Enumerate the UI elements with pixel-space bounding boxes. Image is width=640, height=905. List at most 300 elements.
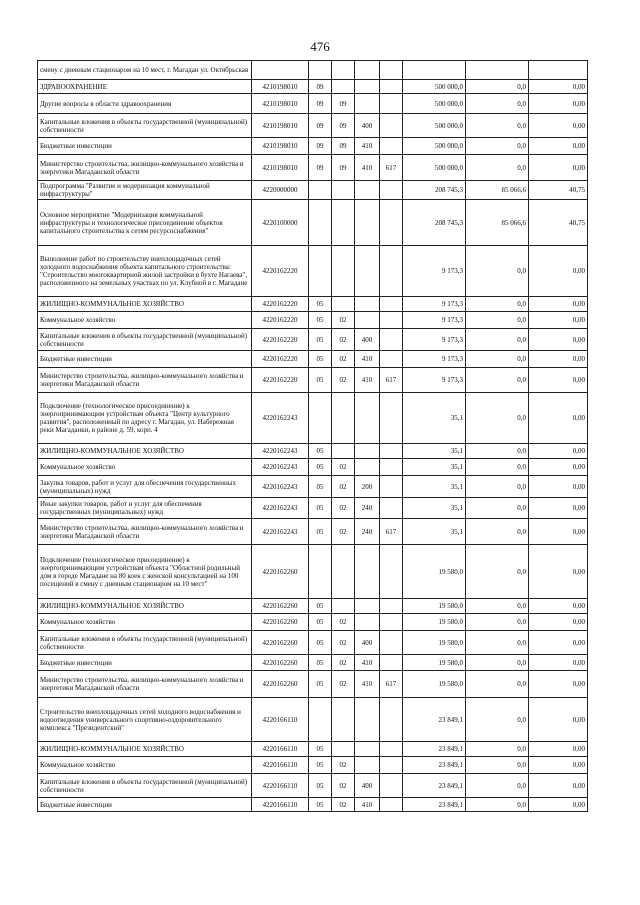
row-expense-type [355,459,380,476]
row-grbs-code [380,698,403,742]
row-grbs-code [380,80,403,94]
row-expense-type: 410 [355,155,380,181]
row-percent: 0,00 [529,614,588,631]
row-name: Коммунальное хозяйство [38,614,252,631]
row-section [309,200,332,246]
row-expense-type [355,393,380,444]
row-subsection: 02 [332,476,355,498]
row-csr-code: 4210198010 [252,138,309,155]
row-subsection [332,61,355,80]
row-plan-amount: 23 849,1 [403,798,466,812]
row-section: 05 [309,742,332,757]
row-plan-amount: 19 580,0 [403,545,466,599]
table-row [38,368,588,393]
row-csr-code: 4210198010 [252,114,309,138]
row-executed-amount: 0,0 [466,114,529,138]
row-plan-amount: 9 173,3 [403,297,466,312]
row-grbs-code: 617 [380,519,403,545]
table-row [38,614,588,631]
row-subsection [332,246,355,297]
row-name: Подключение (технологическое присоединение) к энергопринимающим устройствам объекта "Центр культурного развития", расположенный по адресу г. Магадан, ул. Набережная реки Магаданки, в районе д. 59, корп. 4 [38,393,252,444]
row-name: Выполнение работ по строительству внеплощадочных сетей холодного водоснабжения объекта капитального строительства: "Строительство многоквартирной жилой застройки в бухте Нагаева", расположенного на земельных участках по ул. Клубной в г. Магадане [38,246,252,297]
row-subsection: 02 [332,351,355,368]
row-percent: 0,00 [529,655,588,671]
table-row [38,94,588,114]
row-csr-code: 4220000000 [252,181,309,200]
row-grbs-code [380,498,403,519]
row-subsection: 02 [332,614,355,631]
row-plan-amount: 500 000,0 [403,155,466,181]
row-plan-amount: 9 173,3 [403,246,466,297]
row-grbs-code [380,476,403,498]
row-expense-type: 400 [355,774,380,798]
row-subsection [332,698,355,742]
table-row [38,393,588,444]
row-subsection [332,181,355,200]
row-expense-type: 400 [355,631,380,655]
row-subsection: 02 [332,312,355,329]
row-section [309,246,332,297]
row-subsection [332,599,355,614]
row-plan-amount: 19 580,0 [403,614,466,631]
row-name: Бюджетные инвестиции [38,798,252,812]
row-expense-type [355,444,380,459]
row-plan-amount: 19 580,0 [403,655,466,671]
row-percent: 0,00 [529,368,588,393]
row-percent: 0,00 [529,80,588,94]
row-name: Коммунальное хозяйство [38,757,252,774]
row-csr-code: 4220162243 [252,498,309,519]
row-csr-code: 4220162243 [252,476,309,498]
row-name: Министерство строительства, жилищно-коммунального хозяйства и энергетики Магаданской области [38,368,252,393]
row-expense-type [355,246,380,297]
row-executed-amount: 0,0 [466,246,529,297]
row-grbs-code [380,246,403,297]
row-subsection: 02 [332,655,355,671]
row-executed-amount: 0,0 [466,80,529,94]
row-csr-code: 4220162220 [252,312,309,329]
row-grbs-code [380,798,403,812]
row-plan-amount: 208 745,3 [403,200,466,246]
row-expense-type: 400 [355,114,380,138]
row-subsection [332,200,355,246]
row-csr-code: 4210198010 [252,94,309,114]
row-executed-amount: 0,0 [466,655,529,671]
row-name: Бюджетные инвестиции [38,138,252,155]
row-executed-amount: 0,0 [466,774,529,798]
row-plan-amount: 23 849,1 [403,742,466,757]
row-section [309,545,332,599]
row-csr-code: 4220162220 [252,329,309,351]
row-plan-amount: 35,1 [403,459,466,476]
row-expense-type [355,757,380,774]
row-section: 05 [309,757,332,774]
row-section [309,393,332,444]
table-row [38,757,588,774]
table-row [38,655,588,671]
row-csr-code: 4220162260 [252,631,309,655]
row-subsection [332,742,355,757]
row-executed-amount: 0,0 [466,476,529,498]
table-row [38,742,588,757]
row-executed-amount: 0,0 [466,614,529,631]
row-subsection: 02 [332,329,355,351]
row-executed-amount: 0,0 [466,94,529,114]
row-grbs-code [380,138,403,155]
row-plan-amount: 23 849,1 [403,698,466,742]
row-percent: 0,00 [529,459,588,476]
row-plan-amount: 500 000,0 [403,138,466,155]
row-subsection [332,297,355,312]
row-name: Капитальные вложения в объекты государственной (муниципальной) собственности [38,329,252,351]
row-expense-type: 410 [355,351,380,368]
row-plan-amount: 35,1 [403,393,466,444]
table-row [38,312,588,329]
row-plan-amount: 35,1 [403,498,466,519]
row-expense-type [355,698,380,742]
row-name: Министерство строительства, жилищно-коммунального хозяйства и энергетики Магаданской области [38,519,252,545]
row-name: ЖИЛИЩНО-КОММУНАЛЬНОЕ ХОЗЯЙСТВО [38,444,252,459]
row-executed-amount: 0,0 [466,519,529,545]
row-plan-amount: 23 849,1 [403,757,466,774]
row-percent: 0,00 [529,114,588,138]
row-grbs-code [380,297,403,312]
row-executed-amount: 0,0 [466,297,529,312]
row-grbs-code: 617 [380,155,403,181]
row-plan-amount: 35,1 [403,476,466,498]
row-percent: 0,00 [529,599,588,614]
row-name: Коммунальное хозяйство [38,312,252,329]
row-section: 05 [309,519,332,545]
table-row [38,246,588,297]
row-section: 05 [309,774,332,798]
row-subsection: 02 [332,631,355,655]
row-csr-code: 4220162243 [252,444,309,459]
row-plan-amount: 19 580,0 [403,671,466,698]
row-grbs-code [380,614,403,631]
row-grbs-code [380,351,403,368]
row-percent: 0,00 [529,329,588,351]
row-csr-code: 4220100000 [252,200,309,246]
row-section: 05 [309,329,332,351]
row-percent: 0,00 [529,757,588,774]
row-plan-amount: 19 580,0 [403,599,466,614]
row-csr-code: 4220162243 [252,393,309,444]
table-row [38,114,588,138]
row-plan-amount: 500 000,0 [403,114,466,138]
row-grbs-code: 617 [380,368,403,393]
row-executed-amount: 0,0 [466,757,529,774]
row-csr-code: 4210198010 [252,80,309,94]
row-expense-type [355,312,380,329]
row-executed-amount [466,61,529,80]
row-executed-amount: 0,0 [466,393,529,444]
table-row [38,351,588,368]
row-grbs-code [380,774,403,798]
row-executed-amount: 0,0 [466,329,529,351]
row-executed-amount: 0,0 [466,698,529,742]
row-name: Бюджетные инвестиции [38,351,252,368]
row-expense-type [355,80,380,94]
row-percent: 0,00 [529,444,588,459]
row-section: 05 [309,599,332,614]
row-expense-type: 240 [355,498,380,519]
row-csr-code: 4220162260 [252,671,309,698]
row-executed-amount: 0,0 [466,498,529,519]
row-executed-amount: 0,0 [466,368,529,393]
row-grbs-code: 617 [380,671,403,698]
row-executed-amount: 0,0 [466,671,529,698]
row-section: 09 [309,155,332,181]
row-grbs-code [380,94,403,114]
row-executed-amount: 0,0 [466,155,529,181]
row-percent: 0,00 [529,351,588,368]
row-executed-amount: 0,0 [466,599,529,614]
row-percent: 0,00 [529,476,588,498]
row-percent: 0,00 [529,155,588,181]
table-row [38,155,588,181]
table-row [38,545,588,599]
row-grbs-code [380,545,403,599]
row-subsection: 02 [332,459,355,476]
row-grbs-code [380,599,403,614]
row-plan-amount: 208 745,3 [403,181,466,200]
row-name: Иные закупки товаров, работ и услуг для обеспечения государственных (муниципальных) нужд [38,498,252,519]
table-row [38,631,588,655]
row-plan-amount [403,61,466,80]
table-row [38,80,588,94]
row-csr-code: 4220162260 [252,599,309,614]
row-section: 09 [309,114,332,138]
row-plan-amount: 23 849,1 [403,774,466,798]
row-name: ЖИЛИЩНО-КОММУНАЛЬНОЕ ХОЗЯЙСТВО [38,742,252,757]
row-name: Капитальные вложения в объекты государственной (муниципальной) собственности [38,774,252,798]
row-grbs-code [380,329,403,351]
row-subsection: 02 [332,368,355,393]
row-percent: 0,00 [529,94,588,114]
row-csr-code: 4220166110 [252,742,309,757]
row-grbs-code [380,181,403,200]
row-expense-type: 410 [355,138,380,155]
row-section: 05 [309,351,332,368]
row-expense-type [355,61,380,80]
row-section [309,61,332,80]
table-row [38,459,588,476]
row-percent: 0,00 [529,774,588,798]
row-percent: 0,00 [529,312,588,329]
row-csr-code: 4220166110 [252,798,309,812]
row-percent: 0,00 [529,246,588,297]
row-section: 05 [309,368,332,393]
row-executed-amount: 85 066,6 [466,200,529,246]
row-percent: 0,00 [529,519,588,545]
row-plan-amount: 35,1 [403,519,466,545]
row-expense-type: 410 [355,655,380,671]
row-name: Министерство строительства, жилищно-коммунального хозяйства и энергетики Магаданской области [38,671,252,698]
row-section: 05 [309,614,332,631]
row-name: Другие вопросы в области здравоохранения [38,94,252,114]
row-expense-type: 410 [355,368,380,393]
row-name: Основное мероприятие "Модернизация коммунальной инфраструктуры и технологическое присоединение объектов капитального строительства к сетям ресурсоснабжения" [38,200,252,246]
row-grbs-code [380,655,403,671]
row-plan-amount: 9 173,3 [403,312,466,329]
row-subsection: 09 [332,155,355,181]
row-csr-code: 4220166110 [252,698,309,742]
table-row [38,329,588,351]
row-csr-code: 4220162243 [252,519,309,545]
row-csr-code: 4220162220 [252,351,309,368]
table-row [38,61,588,80]
row-section: 05 [309,631,332,655]
row-percent: 40,75 [529,181,588,200]
row-name: ЖИЛИЩНО-КОММУНАЛЬНОЕ ХОЗЯЙСТВО [38,297,252,312]
row-percent [529,61,588,80]
row-executed-amount: 0,0 [466,459,529,476]
row-subsection [332,444,355,459]
row-percent: 0,00 [529,698,588,742]
row-section: 05 [309,476,332,498]
row-percent: 0,00 [529,545,588,599]
row-expense-type: 410 [355,798,380,812]
row-section: 05 [309,655,332,671]
row-subsection: 09 [332,94,355,114]
table-row [38,138,588,155]
row-subsection: 09 [332,114,355,138]
row-plan-amount: 19 580,0 [403,631,466,655]
row-section: 05 [309,444,332,459]
row-csr-code: 4220162220 [252,246,309,297]
row-expense-type [355,614,380,631]
table-row [38,200,588,246]
row-grbs-code [380,114,403,138]
row-csr-code: 4220166110 [252,757,309,774]
table-row [38,519,588,545]
row-section: 09 [309,138,332,155]
row-executed-amount: 85 066,6 [466,181,529,200]
row-percent: 0,00 [529,393,588,444]
row-name: Бюджетные инвестиции [38,655,252,671]
row-grbs-code [380,757,403,774]
row-subsection: 09 [332,138,355,155]
table-row [38,698,588,742]
row-subsection: 02 [332,774,355,798]
row-expense-type: 400 [355,329,380,351]
row-plan-amount: 500 000,0 [403,80,466,94]
row-name: Капитальные вложения в объекты государственной (муниципальной) собственности [38,114,252,138]
row-executed-amount: 0,0 [466,351,529,368]
row-plan-amount: 9 173,3 [403,351,466,368]
row-subsection [332,80,355,94]
row-csr-code: 4220162260 [252,614,309,631]
row-section: 05 [309,498,332,519]
row-expense-type [355,297,380,312]
row-subsection: 02 [332,757,355,774]
row-grbs-code [380,393,403,444]
row-expense-type: 410 [355,671,380,698]
row-csr-code [252,61,309,80]
row-subsection [332,393,355,444]
row-name: Подпрограмма "Развитие и модернизация коммунальной инфраструктуры" [38,181,252,200]
table-row [38,476,588,498]
row-name: Министерство строительства, жилищно-коммунального хозяйства и энергетики Магаданской области [38,155,252,181]
row-percent: 0,00 [529,671,588,698]
table-row [38,599,588,614]
table-row [38,671,588,698]
row-section: 09 [309,80,332,94]
row-section: 05 [309,459,332,476]
row-subsection [332,545,355,599]
row-csr-code: 4220162260 [252,545,309,599]
row-expense-type: 240 [355,519,380,545]
row-percent: 40,75 [529,200,588,246]
row-subsection: 02 [332,798,355,812]
row-percent: 0,00 [529,498,588,519]
row-plan-amount: 35,1 [403,444,466,459]
row-name: Закупка товаров, работ и услуг для обеспечения государственных (муниципальных) нужд [38,476,252,498]
row-subsection: 02 [332,671,355,698]
row-percent: 0,00 [529,138,588,155]
table-row [38,181,588,200]
row-percent: 0,00 [529,742,588,757]
row-executed-amount: 0,0 [466,631,529,655]
row-grbs-code [380,631,403,655]
row-section: 05 [309,312,332,329]
row-csr-code: 4220162243 [252,459,309,476]
row-csr-code: 4220162220 [252,297,309,312]
row-percent: 0,00 [529,297,588,312]
row-section: 05 [309,297,332,312]
row-expense-type [355,94,380,114]
row-grbs-code [380,459,403,476]
row-expense-type [355,599,380,614]
row-executed-amount: 0,0 [466,444,529,459]
row-grbs-code [380,312,403,329]
row-expense-type [355,181,380,200]
row-section: 05 [309,798,332,812]
row-percent: 0,00 [529,631,588,655]
row-expense-type [355,200,380,246]
row-plan-amount: 9 173,3 [403,329,466,351]
row-section: 09 [309,94,332,114]
row-subsection: 02 [332,519,355,545]
row-name: Капитальные вложения в объекты государственной (муниципальной) собственности [38,631,252,655]
row-name: смену с дневным стационаром на 10 мест, г. Магадан ул. Октябрьская [38,61,252,80]
row-executed-amount: 0,0 [466,798,529,812]
table-row [38,798,588,812]
row-executed-amount: 0,0 [466,138,529,155]
budget-table [37,60,588,812]
row-grbs-code [380,742,403,757]
table-row [38,774,588,798]
row-plan-amount: 500 000,0 [403,94,466,114]
row-grbs-code [380,61,403,80]
row-expense-type [355,742,380,757]
row-csr-code: 4220162260 [252,655,309,671]
row-expense-type: 200 [355,476,380,498]
row-section: 05 [309,671,332,698]
row-name: Подключение (технологическое присоединение) к энергопринимающим устройствам объекта "Областной родильный дом в городе Магадане на 80 коек с женской консультацией на 100 посещений в смену с дневным стационаром на 10 мест" [38,545,252,599]
row-executed-amount: 0,0 [466,742,529,757]
row-section [309,698,332,742]
table-row [38,498,588,519]
row-csr-code: 4220166110 [252,774,309,798]
row-expense-type [355,545,380,599]
row-plan-amount: 9 173,3 [403,368,466,393]
row-name: Строительство внеплощадочных сетей холодного водоснабжения и водоотведения универсального спортивно-оздоровительного комплекса "Президентский" [38,698,252,742]
row-csr-code: 4210198010 [252,155,309,181]
row-name: Коммунальное хозяйство [38,459,252,476]
table-row [38,444,588,459]
